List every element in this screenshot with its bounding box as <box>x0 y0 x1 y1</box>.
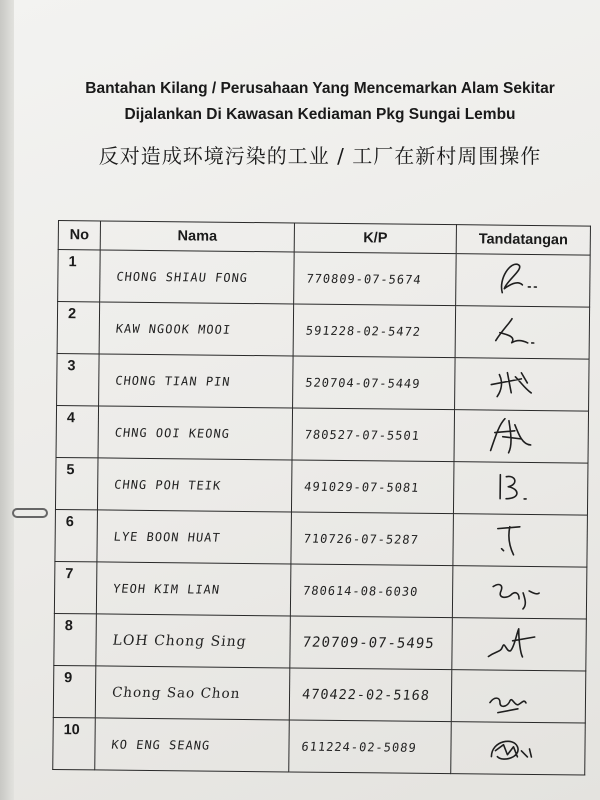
handwritten-name: YEOH KIM LIAN <box>112 581 221 597</box>
ic-cell <box>289 668 452 722</box>
document-subtitle-malay: Dijalankan Di Kawasan Kediaman Pkg Sungai Lembu <box>124 106 516 123</box>
signature-mark <box>478 674 548 715</box>
handwritten-name: CHONG TIAN PIN <box>114 373 232 389</box>
handwritten-ic-number: 780527-07-5501 <box>303 427 421 443</box>
handwritten-ic-number: 591228-02-5472 <box>305 323 422 339</box>
row-number: 9 <box>53 665 96 717</box>
ic-cell <box>291 460 454 514</box>
signature-cell <box>451 722 586 775</box>
header-tandatangan: Tandatangan <box>456 225 590 255</box>
table-row <box>55 509 588 567</box>
table-row <box>57 302 590 360</box>
handwritten-ic-number: 770809-07-5674 <box>305 271 423 287</box>
ic-cell <box>291 512 454 566</box>
name-cell <box>99 354 294 408</box>
signature-mark <box>480 466 550 507</box>
ic-cell <box>290 616 453 670</box>
handwritten-name: CHNG OOI KEONG <box>113 425 231 441</box>
signature-cell <box>453 514 588 567</box>
name-cell <box>97 458 292 512</box>
name-cell <box>96 562 291 616</box>
name-cell <box>96 614 291 668</box>
document-title-malay: Bantahan Kilang / Perusahaan Yang Mencemarkan Alam Sekitar <box>85 80 555 97</box>
signature-mark <box>481 414 551 455</box>
signature-cell <box>456 254 591 307</box>
handwritten-name: CHNG POH TEIK <box>113 477 222 493</box>
header-kp: K/P <box>294 223 456 254</box>
signature-mark <box>481 362 551 403</box>
document-title-chinese: 反对造成环境污染的工业 / 工厂在新村周围操作 <box>98 144 542 168</box>
handwritten-name: Chong Sao Chon <box>111 684 242 702</box>
header-nama: Nama <box>100 221 294 252</box>
row-number: 10 <box>53 717 96 769</box>
table-row <box>53 717 586 775</box>
ic-cell <box>294 252 457 306</box>
signature-table <box>52 220 591 776</box>
signature-cell <box>452 566 587 619</box>
handwritten-name: LOH Chong Sing <box>111 632 248 650</box>
handwritten-ic-number: 611224-02-5089 <box>300 739 418 755</box>
name-cell <box>99 302 294 356</box>
row-number: 8 <box>54 613 97 665</box>
name-cell <box>95 666 290 720</box>
ic-cell <box>290 564 453 618</box>
signature-cell <box>455 306 590 359</box>
table-row <box>56 405 589 463</box>
handwritten-ic-number: 710726-07-5287 <box>302 531 420 547</box>
signature-table-wrapper <box>52 220 590 782</box>
name-cell <box>100 250 295 304</box>
signature-mark <box>478 622 548 663</box>
signature-mark <box>479 518 549 559</box>
handwritten-ic-number: 520704-07-5449 <box>304 375 422 391</box>
handwritten-ic-number: 470422-02-5168 <box>301 686 431 704</box>
ic-cell <box>289 720 452 774</box>
ic-cell <box>293 304 456 358</box>
handwritten-name: LYE BOON HUAT <box>112 529 222 545</box>
handwritten-ic-number: 720709-07-5495 <box>301 634 436 652</box>
row-number: 3 <box>57 353 100 405</box>
row-number: 1 <box>58 250 101 302</box>
signature-cell <box>454 410 589 463</box>
page-edge-shadow <box>0 0 14 800</box>
header-no: No <box>58 221 100 250</box>
name-cell <box>95 718 290 772</box>
table-row <box>54 561 587 619</box>
handwritten-name: KO ENG SEANG <box>110 737 212 753</box>
paper-clip <box>12 508 48 518</box>
handwritten-ic-number: 491029-07-5081 <box>303 479 421 495</box>
name-cell <box>98 406 293 460</box>
signature-cell <box>455 358 590 411</box>
row-number: 5 <box>55 457 98 509</box>
signature-cell <box>452 618 587 671</box>
signature-mark <box>482 310 552 351</box>
signature-mark <box>479 570 549 611</box>
row-number: 6 <box>55 509 98 561</box>
table-row <box>53 665 586 723</box>
handwritten-ic-number: 780614-08-6030 <box>302 583 420 599</box>
ic-cell <box>292 408 455 462</box>
row-number: 7 <box>54 561 97 613</box>
row-number: 2 <box>57 302 100 354</box>
ic-cell <box>293 356 456 410</box>
handwritten-name: KAW NGOOK MOOI <box>115 321 232 337</box>
table-row <box>57 353 590 411</box>
name-cell <box>97 510 292 564</box>
handwritten-name: CHONG SHIAU FONG <box>115 269 249 285</box>
signature-mark <box>482 258 552 299</box>
signature-cell <box>451 670 586 723</box>
table-row <box>55 457 588 515</box>
table-row <box>58 250 591 308</box>
row-number: 4 <box>56 405 99 457</box>
signature-cell <box>453 462 588 515</box>
signature-mark <box>477 726 547 767</box>
table-row <box>54 613 587 671</box>
